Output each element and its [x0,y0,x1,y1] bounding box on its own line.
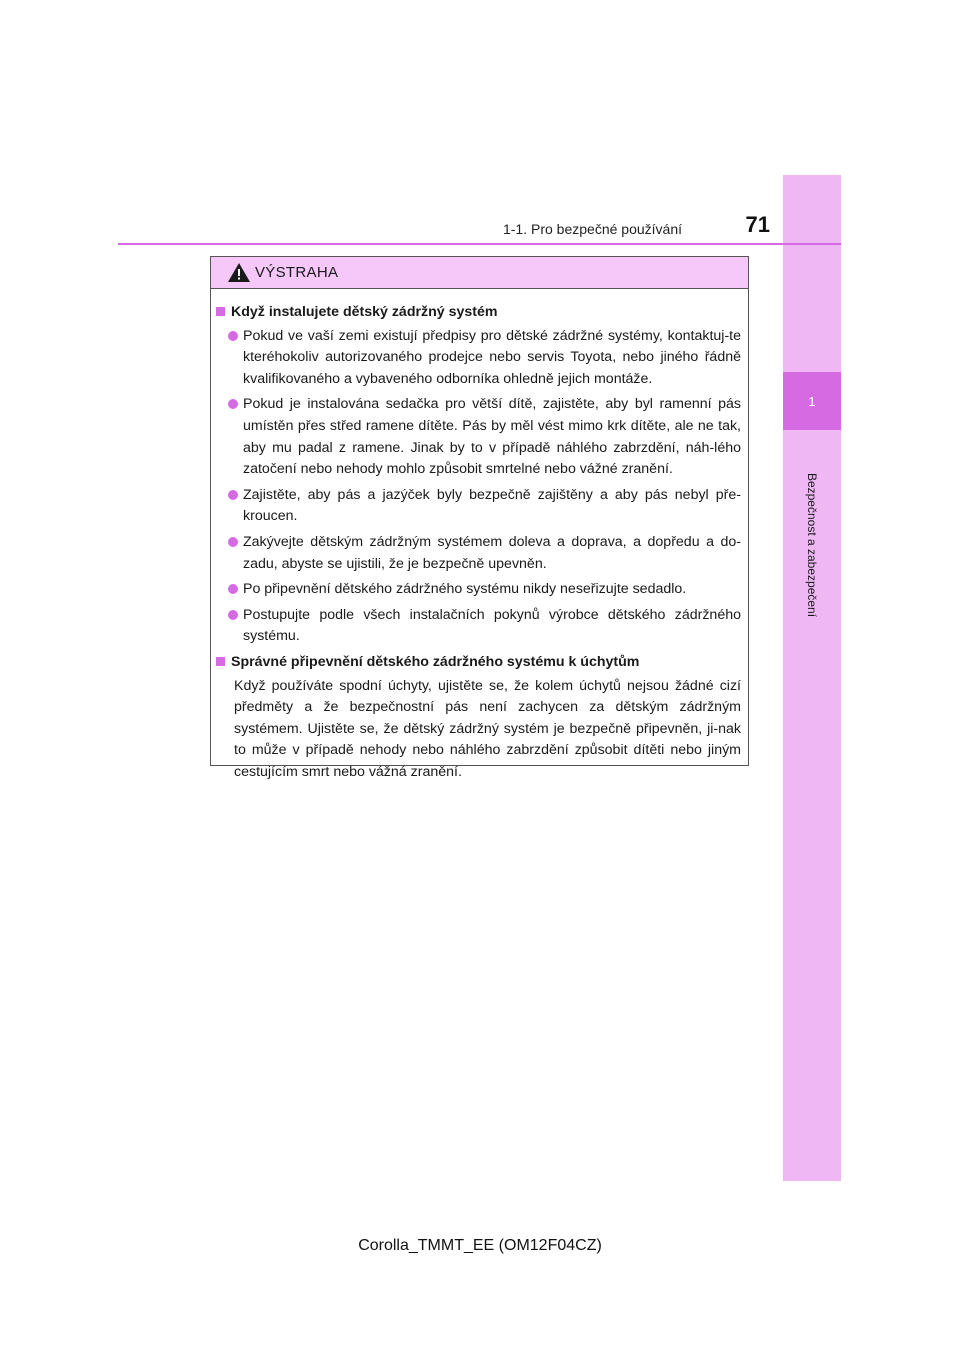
chapter-number: 1 [783,372,841,430]
list-item-text: Zakývejte dětským zádržným systémem doleva a doprava, a dopředu a do-zadu, abyste se ujistili, že je bezpečně upevněn. [243,533,741,572]
round-bullet-icon [228,537,238,547]
list-item-text: Pokud ve vaší zemi existují předpisy pro dětské zádržné systémy, kontaktuj-te kteréhokoliv autorizovaného prodejce nebo servis Toyota, nebo jiného řádně kvalifikovaného a vybaveného odborníka ohledně jejich montáže. [243,327,741,387]
section-heading [216,652,741,674]
warning-title: VÝSTRAHA [255,264,339,281]
list-item [228,485,741,528]
round-bullet-icon [228,610,238,620]
page-number: 71 [745,212,770,237]
list-item-text: Zajistěte, aby pás a jazýček byly bezpečně zajištěny a aby pás nebyl pře-kroucen. [243,486,741,525]
header-divider [118,243,841,245]
footer-document-id: Corolla_TMMT_EE (OM12F04CZ) [358,1237,602,1254]
section-heading-text: Když instalujete dětský zádržný systém [231,304,498,320]
square-bullet-icon [216,307,225,316]
list-item [228,326,741,391]
section-heading-text: Správné připevnění dětského zádržného systému k úchytům [231,653,640,670]
round-bullet-icon [228,490,238,500]
list-item [228,394,741,480]
round-bullet-icon [228,584,238,594]
section-header-title: 1-1. Pro bezpečné používání [502,221,682,237]
round-bullet-icon [228,399,238,409]
warning-box [210,256,749,780]
list-item [228,579,741,601]
chapter-side-tab [783,175,841,1181]
warning-triangle-icon [228,263,250,282]
square-bullet-icon [216,657,225,666]
list-item [228,605,741,648]
list-item [228,532,741,575]
section-heading [216,302,741,324]
section-paragraph: Když používáte spodní úchyty, ujistěte se, že kolem úchytů nejsou žádné cizí předměty a že bezpečnostní pás není zachycen za dětským zádržným systémem. Ujistěte se, že dětský zádržný systém je bezpečně připevněn, ji-nak to může v případě nehody nebo náhlého zabrzdění způsobit dítěti nebo jiným cestujícím smrt nebo vážná zranění. [234,677,741,780]
list-item-text: Po připevnění dětského zádržného systému nikdy neseřizujte sedadlo. [243,581,687,598]
chapter-title: Bezpečnost a zabezpečení [805,472,819,618]
round-bullet-icon [228,331,238,341]
list-item-text: Pokud je instalována sedačka pro větší dítě, zajistěte, aby byl ramenní pás umístěn přes střed ramene dítěte. Pás by měl vést mimo krk dítěte, ale ne tak, aby mu padal z ramene. Jinak by to v případě náhlého zabrzdění, náh-lého zatočení nebo nehody mohlo způsobit smrtelné nebo vážné zranění. [243,396,741,478]
warning-body [211,289,748,783]
warning-header [211,257,748,289]
list-item-text: Postupujte podle všech instalačních pokynů výrobce dětského zádržného systému. [243,606,741,645]
